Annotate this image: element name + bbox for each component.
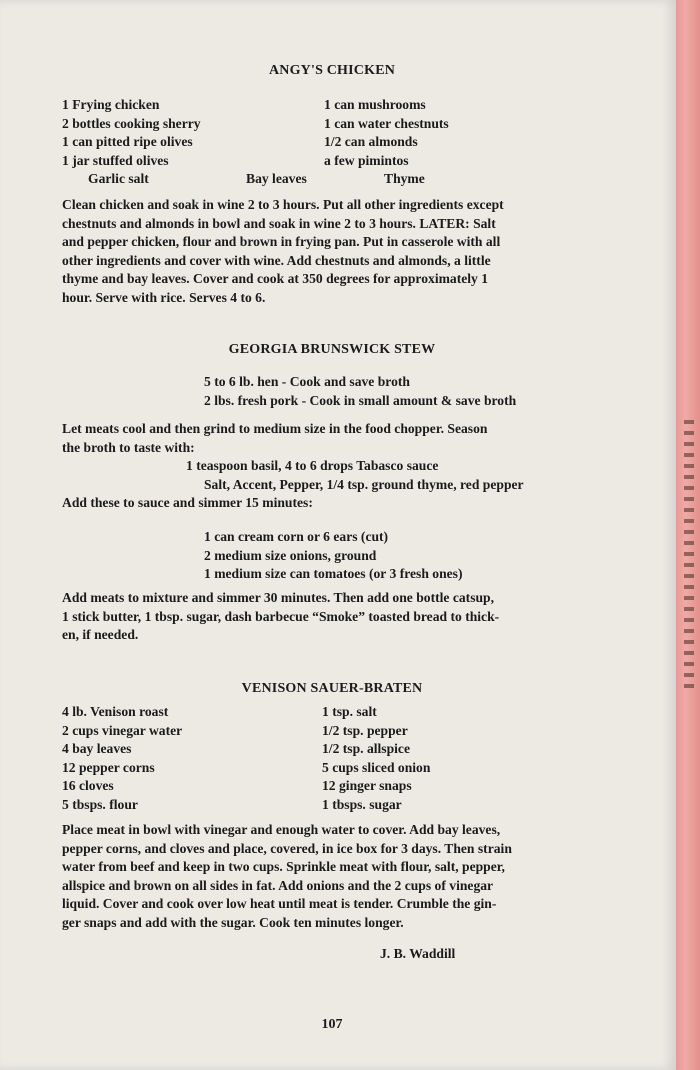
method-line: pepper corns, and cloves and place, covered, in ice box for 3 days. Then strain	[62, 840, 512, 856]
method-line: Place meat in bowl with vinegar and enough water to cover. Add bay leaves,	[62, 822, 501, 837]
ingredient: 1 tsp. salt	[322, 704, 377, 719]
recipe-title-venison-sauer-braten: VENISON SAUER-BRATEN	[241, 681, 423, 696]
method-line: liquid. Cover and cook over low heat until meat is tender. Crumble the gin-	[62, 896, 497, 911]
method-line: the broth to taste with:	[62, 439, 195, 455]
ingredient: 1 can pitted ripe olives	[62, 134, 193, 149]
addition: 1 medium size can tomatoes (or 3 fresh ones)	[204, 566, 463, 581]
seasoning: Garlic salt	[88, 171, 149, 186]
method-line: Add meats to mixture and simmer 30 minutes. Then add one bottle catsup,	[62, 590, 495, 605]
method-line: Clean chicken and soak in wine 2 to 3 hours. Put all other ingredients except	[62, 197, 504, 212]
ingredient: 1/2 can almonds	[324, 134, 418, 149]
method-line: other ingredients and cover with wine. Add chestnuts and almonds, a little	[62, 252, 491, 268]
page-edge	[676, 0, 700, 1070]
method-line: thyme and bay leaves. Cover and cook at 350 degrees for approximately 1	[62, 271, 489, 286]
recipe-method	[62, 420, 602, 457]
method-line: hour. Serve with rice. Serves 4 to 6.	[62, 289, 266, 305]
ingredient: 1 can mushrooms	[324, 97, 426, 112]
method-text: Add these to sauce and simmer 15 minutes:	[62, 495, 313, 510]
method-line: ger snaps and add with the sugar. Cook ten minutes longer.	[62, 914, 404, 930]
recipe-method	[62, 821, 602, 932]
recipe-title-brunswick-stew: GEORGIA BRUNSWICK STEW	[228, 342, 436, 357]
ingredient: 1 jar stuffed olives	[62, 152, 169, 168]
ingredient: 1 Frying chicken	[62, 97, 160, 112]
method-line: en, if needed.	[62, 627, 139, 642]
ingredient: 12 pepper corns	[62, 759, 155, 775]
ingredient: 1/2 tsp. allspice	[322, 741, 410, 756]
recipe-method	[62, 196, 602, 307]
seasoning: Thyme	[384, 171, 425, 186]
recipe-method	[62, 589, 602, 645]
method-line: chestnuts and almonds in bowl and soak in wine 2 to 3 hours. LATER: Salt	[62, 215, 496, 231]
seasoning: 1 teaspoon basil, 4 to 6 drops Tabasco sauce	[186, 458, 439, 473]
ingredient: 2 bottles cooking sherry	[62, 115, 201, 131]
method-line: allspice and brown on all sides in fat. Add onions and the 2 cups of vinegar	[62, 877, 494, 893]
ingredient: 12 ginger snaps	[322, 778, 412, 793]
meat: 2 lbs. fresh pork - Cook in small amount & save broth	[204, 392, 517, 408]
ingredient: 2 cups vinegar water	[62, 722, 183, 738]
addition: 2 medium size onions, ground	[204, 547, 377, 563]
ingredient: 5 tbsps. flour	[62, 796, 138, 812]
ingredient: 5 cups sliced onion	[322, 759, 431, 775]
edge-speckles	[684, 420, 694, 690]
method-line: Let meats cool and then grind to medium size in the food chopper. Season	[62, 421, 488, 436]
recipe-title-angys-chicken: ANGY'S CHICKEN	[268, 63, 396, 78]
page-number: 107	[321, 1017, 343, 1032]
seasoning: Salt, Accent, Pepper, 1/4 tsp. ground thyme, red pepper	[204, 476, 524, 492]
ingredient: 1 tbsps. sugar	[322, 796, 402, 812]
addition: 1 can cream corn or 6 ears (cut)	[204, 529, 389, 544]
ingredient: 16 cloves	[62, 778, 114, 793]
ingredient: 1/2 tsp. pepper	[322, 722, 408, 738]
ingredient: 4 bay leaves	[62, 741, 132, 756]
method-line: water from beef and keep in two cups. Sprinkle meat with flour, salt, pepper,	[62, 859, 505, 874]
recipe-author: J. B. Waddill	[380, 946, 456, 961]
ingredient: 4 lb. Venison roast	[62, 704, 169, 719]
ingredient: 1 can water chestnuts	[324, 115, 449, 131]
seasoning: Bay leaves	[246, 171, 307, 186]
meat: 5 to 6 lb. hen - Cook and save broth	[204, 374, 410, 389]
ingredient: a few pimintos	[324, 152, 409, 168]
method-line: and pepper chicken, flour and brown in frying pan. Put in casserole with all	[62, 234, 501, 249]
method-line: 1 stick butter, 1 tbsp. sugar, dash barbecue “Smoke” toasted bread to thick-	[62, 608, 500, 624]
